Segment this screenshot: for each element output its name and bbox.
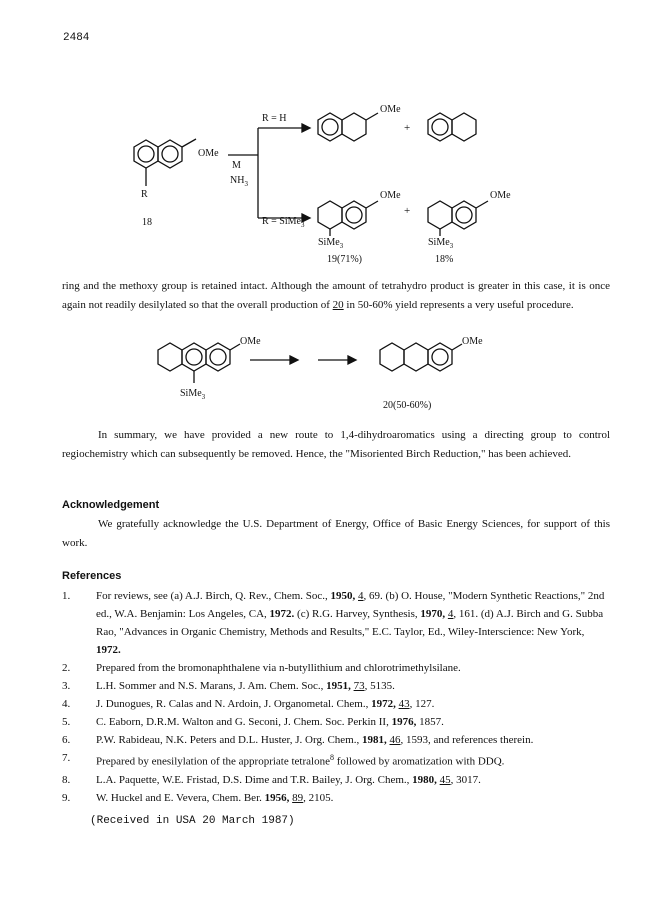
ome-label-scheme2-reactant: OMe bbox=[240, 336, 261, 347]
summary-paragraph: In summary, we have provided a new route to 1,4-dihydroaromatics using a directing group to control regiochemistry which can subsequently be removed. Hence, the "Misoriented Birch Reduction," has been achieved. bbox=[62, 429, 610, 460]
reference-item: 3. L.H. Sommer and N.S. Marans, J. Am. Chem. Soc., 1951, 73, 5135. bbox=[62, 680, 395, 692]
ome-label-bottom2: OMe bbox=[490, 190, 511, 201]
scheme2-reactant bbox=[158, 343, 240, 383]
reaction-scheme-1 bbox=[0, 0, 672, 270]
bottom-product-19 bbox=[318, 201, 378, 236]
reference-item: 5. C. Eaborn, D.R.M. Walton and G. Seconi, J. Chem. Soc. Perkin II, 1976, 1857. bbox=[62, 716, 444, 728]
reaction-scheme-2 bbox=[0, 330, 672, 430]
reference-item: 4. J. Dunogues, R. Calas and N. Ardoin, J. Organometal. Chem., 1972, 43, 127. bbox=[62, 698, 435, 710]
reagent-metal: M bbox=[232, 160, 241, 171]
reference-item: 8. L.A. Paquette, W.E. Fristad, D.S. Dime and T.R. Bailey, J. Org. Chem., 1980, 45, 3017. bbox=[62, 773, 481, 786]
received-date: (Received in USA 20 March 1987) bbox=[90, 815, 295, 827]
reference-item: 7. Prepared by enesilylation of the appropriate tetralone$^8$ followed by aromatization with DDQ. bbox=[62, 752, 505, 768]
product-2-yield: 18% bbox=[435, 254, 454, 265]
reference-item: 6. P.W. Rabideau, N.K. Peters and D.L. Huster, J. Org. Chem., 1981, 46, 1593, and references therein. bbox=[62, 734, 534, 746]
ome-label-scheme2-product: OMe bbox=[462, 336, 483, 347]
condition-r-h: R = H bbox=[262, 113, 287, 124]
simethyl-scheme2: SiMe$_3$ bbox=[180, 388, 206, 401]
product-19-yield: 19(71%) bbox=[327, 254, 362, 265]
acknowledgement-text: We gratefully acknowledge the U.S. Department of Energy, Office of Basic Energy Sciences, for support of this work. bbox=[62, 518, 610, 549]
reference-item: 2. Prepared from the bromonaphthalene via n-butyllithium and chlorotrimethylsilane. bbox=[62, 662, 461, 674]
reagent-nh3: $NH_3$ bbox=[230, 175, 248, 188]
acknowledgement-heading: Acknowledgement bbox=[62, 499, 160, 511]
bottom-product-2 bbox=[428, 201, 488, 236]
top-product-tetralin bbox=[428, 113, 476, 141]
scheme2-product bbox=[380, 343, 462, 371]
ome-label-18: OMe bbox=[198, 148, 219, 159]
condition-r-tms: R = SiMe$_3$ bbox=[262, 216, 305, 229]
r-label: R bbox=[141, 189, 148, 200]
ome-label-top: OMe bbox=[380, 104, 401, 115]
top-product-dihydro bbox=[318, 113, 378, 141]
paragraph-results: ring and the methoxy group is retained intact. Although the amount of tetrahydro product is greater in this case, it is once again not readily desilylated so that the overall production of 20 in 50-60% yield represents a very useful procedure. bbox=[62, 280, 610, 311]
simethyl-bottom2: SiMe$_3$ bbox=[428, 237, 454, 250]
compound-18-label: 18 bbox=[142, 217, 152, 228]
reference-item: 1. For reviews, see (a) A.J. Birch, Q. Rev., Chem. Soc., 1950, 4, 69. (b) O. House, "Modern Synthetic Reactions," 2nd ed., W.A. Benjamin: Los Angeles, CA, 1972. (c) R.G. Harvey, Synthesis, 1970, 4, 161. (d) A.J. Birch and G. Subba Rao, "Advances in Organic Chemistry, Methods and Results," E.C. Taylor, Ed., Wiley-Interscience: New York, 1972. bbox=[62, 590, 605, 656]
product-20-yield: 20(50-60%) bbox=[383, 400, 432, 411]
naphthalene-18-structure bbox=[134, 139, 196, 186]
reference-list bbox=[62, 587, 610, 807]
reference-item: 9. W. Huckel and E. Vevera, Chem. Ber. 1956, 89, 2105. bbox=[62, 791, 334, 804]
references-heading: References bbox=[62, 570, 122, 582]
page-number: 2484 bbox=[63, 32, 90, 44]
plus-bottom: + bbox=[404, 205, 411, 217]
ome-label-19: OMe bbox=[380, 190, 401, 201]
simethyl-19: SiMe$_3$ bbox=[318, 237, 344, 250]
plus-top: + bbox=[404, 122, 411, 134]
